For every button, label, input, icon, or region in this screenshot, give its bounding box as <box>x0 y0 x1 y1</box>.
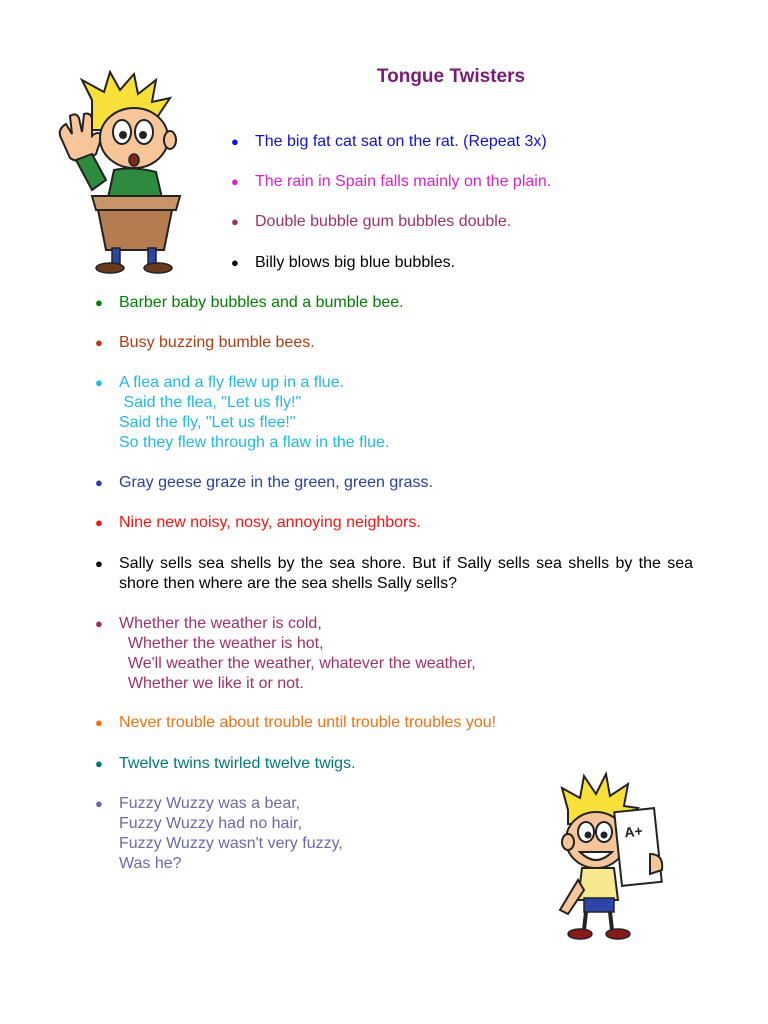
tongue-twister-line: The big fat cat sat on the rat. (Repeat 3x) <box>255 133 547 150</box>
tongue-twister-line: Fuzzy Wuzzy had no hair, <box>119 815 302 832</box>
tongue-twister-line: Whether the weather is hot, <box>119 635 324 652</box>
tongue-twister-line: Double bubble gum bubbles double. <box>255 213 512 230</box>
tongue-twister-text <box>255 212 511 232</box>
tongue-twister-line: Nine new noisy, nosy, annoying neighbors. <box>119 514 421 531</box>
tongue-twister-text <box>119 293 404 313</box>
bullet-icon: ● <box>231 214 239 229</box>
tongue-twister-text <box>119 794 343 874</box>
tongue-twister-line: Gray geese graze in the green, green grass. <box>119 474 433 491</box>
tongue-twister-line: So they flew through a flaw in the flue. <box>119 434 390 451</box>
bullet-icon: ● <box>95 556 103 571</box>
tongue-twister-line: Twelve twins twirled twelve twigs. <box>119 755 356 772</box>
a-plus-paper-boy-illustration <box>538 770 668 945</box>
tongue-twister-line: Said the fly, "Let us flee!" <box>119 414 296 431</box>
bullet-icon: ● <box>231 174 239 189</box>
tongue-twister-line: A flea and a fly flew up in a flue. <box>119 374 345 391</box>
tongue-twister-line: Said the flea, "Let us fly!" <box>119 394 302 411</box>
tongue-twister-line: The rain in Spain falls mainly on the plain. <box>255 173 552 190</box>
tongue-twister-line: We'll weather the weather, whatever the weather, <box>119 655 476 672</box>
tongue-twister-text <box>119 513 421 533</box>
bullet-icon: ● <box>95 796 103 811</box>
tongue-twister-line: Sally sells sea shells by the sea shore. But if Sally sells sea shells by the sea shore then where are the sea shells Sally sells? <box>119 555 693 592</box>
bullet-icon: ● <box>231 134 239 149</box>
tongue-twister-text <box>119 333 315 353</box>
tongue-twister-text <box>255 172 551 192</box>
tongue-twister-text <box>119 713 496 733</box>
bullet-icon: ● <box>95 375 103 390</box>
tongue-twister-line: Busy buzzing bumble bees. <box>119 334 315 351</box>
tongue-twister-line: Never trouble about trouble until trouble troubles you! <box>119 714 497 731</box>
bullet-icon: ● <box>95 756 103 771</box>
raising-hand-boy-illustration <box>52 70 202 275</box>
bullet-icon: ● <box>95 475 103 490</box>
tongue-twister-text <box>119 754 356 774</box>
tongue-twister-text <box>119 373 389 453</box>
tongue-twister-text <box>119 473 433 493</box>
tongue-twister-line: Fuzzy Wuzzy was a bear, <box>119 795 301 812</box>
bullet-icon: ● <box>231 255 239 270</box>
tongue-twister-line: Whether the weather is cold, <box>119 615 322 632</box>
page-title: Tongue Twisters <box>376 66 526 87</box>
tongue-twister-line: Billy blows big blue bubbles. <box>255 254 456 271</box>
bullet-icon: ● <box>95 616 103 631</box>
tongue-twister-text <box>119 614 476 694</box>
tongue-twister-line: Fuzzy Wuzzy wasn't very fuzzy, <box>119 835 343 852</box>
tongue-twister-text <box>119 554 693 594</box>
bullet-icon: ● <box>95 295 103 310</box>
grade-paper-label: A+ <box>623 822 644 841</box>
bullet-icon: ● <box>95 335 103 350</box>
tongue-twister-line: Barber baby bubbles and a bumble bee. <box>119 294 404 311</box>
bullet-icon: ● <box>95 515 103 530</box>
tongue-twister-line: Whether we like it or not. <box>119 675 304 692</box>
tongue-twister-text <box>255 132 547 152</box>
tongue-twister-text <box>255 253 455 273</box>
tongue-twister-line: Was he? <box>119 855 182 872</box>
bullet-icon: ● <box>95 715 103 730</box>
